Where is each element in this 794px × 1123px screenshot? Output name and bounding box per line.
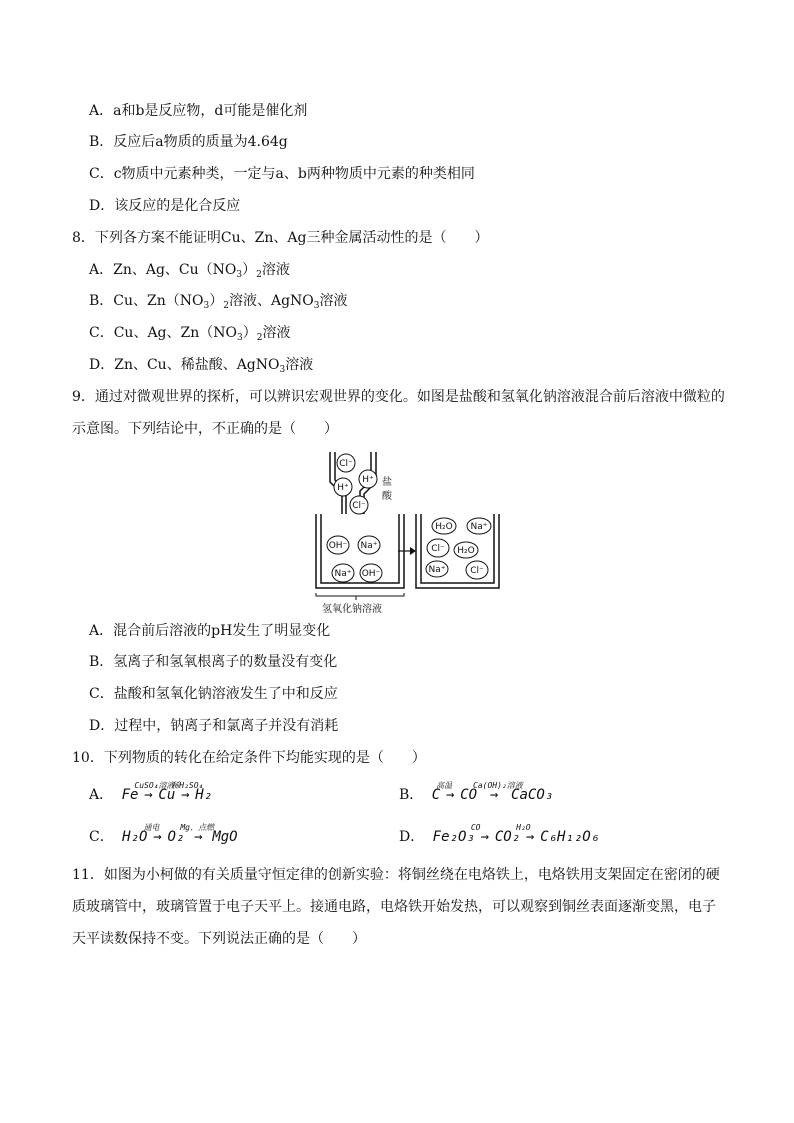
ion-cl: Cl⁻ [470, 566, 484, 576]
q9-stem-line2: 示意图。下列结论中，不正确的是（ ） [72, 421, 338, 437]
ion-na: Na⁺ [360, 541, 378, 551]
ion-na: Na⁺ [334, 569, 352, 579]
q9-option-a: A．混合前后溶液的pH发生了明显变化 [89, 623, 331, 639]
molecule-h2o: H₂O [435, 522, 453, 532]
q11-stem-line2: 质玻璃管中，玻璃管置于电子天平上。接通电路，电烙铁开始发热，可以观察到铜丝表面逐渐变黑，电子 [72, 899, 716, 915]
q9-stem-line1: 9．通过对微观世界的探析，可以辨识宏观世界的变化。如图是盐酸和氢氧化钠溶液混合前后溶液中微粒的 [72, 389, 725, 405]
ion-na: Na⁺ [428, 565, 446, 575]
base-label: 氢氧化钠溶液 [322, 604, 382, 615]
q9-option-b: B．氢离子和氢氧根离子的数量没有变化 [89, 654, 338, 670]
q8-option-d: D．Zn、Cu、稀盐酸、AgNO$_3$溶液 [89, 357, 314, 375]
q10-option-c: C． H₂O 通电 → O₂ Mg、点燃 → MgO [89, 823, 238, 845]
q8-option-b: B．Cu、$Zn(NO_3)_2$溶液、AgNO$_3$溶液 [89, 293, 348, 311]
q10-option-b: B． C 高温 → CO Ca(OH)₂溶液 → CaCO₃ [399, 781, 554, 803]
q9-option-c: C．盐酸和氢氧化钠溶液发生了中和反应 [89, 686, 338, 702]
acid-label-1: 盐 [382, 477, 392, 488]
q7-option-c: C．c物质中元素种类，一定与a、b两种物质中元素的种类相同 [89, 166, 475, 182]
q9-figure [312, 450, 504, 616]
ion-na: Na⁺ [470, 522, 488, 532]
q10-option-a: A． Fe CuSO₄溶液 → Cu 稀H₂SO₄ → H₂ [89, 781, 213, 803]
ion-cl: Cl⁻ [352, 501, 366, 511]
q10-option-d: D． Fe₂O₃ CO → CO₂ H₂O → C₆H₁₂O₆ [399, 823, 600, 845]
ion-h: H⁺ [362, 475, 374, 485]
acid-label-2: 酸 [382, 491, 392, 502]
q7-option-b: B．反应后a物质的质量为4.64g [89, 134, 288, 150]
q7-option-a: A．a和b是反应物，d可能是催化剂 [89, 103, 308, 119]
ion-oh: OH⁻ [361, 569, 381, 579]
q8-option-c: C．Cu、Ag、$Zn(NO_3)_2$溶液 [89, 325, 291, 343]
ion-cl: Cl⁻ [431, 544, 445, 554]
ion-oh: OH⁻ [328, 541, 348, 551]
ion-h: H⁺ [337, 483, 349, 493]
q11-stem-line1: 11．如图为小柯做的有关质量守恒定律的创新实验：将铜丝绕在电烙铁上，电烙铁用支架固定在密闭的硬 [72, 867, 720, 883]
q8-option-a: A．Zn、Ag、$Cu(NO_3)_2$溶液 [89, 262, 290, 280]
molecule-h2o: H₂O [457, 546, 475, 556]
mixing-arrow [398, 547, 416, 555]
q7-option-d: D．该反应的是化合反应 [89, 198, 241, 214]
q9-option-d: D．过程中，钠离子和氯离子并没有消耗 [89, 718, 339, 734]
q8-stem: 8．下列各方案不能证明Cu、Zn、Ag三种金属活动性的是（ ） [72, 230, 489, 246]
q11-stem-line3: 天平读数保持不变。下列说法正确的是（ ） [72, 931, 366, 947]
q10-stem: 10．下列物质的转化在给定条件下均能实现的是（ ） [72, 750, 426, 766]
ion-cl: Cl⁻ [339, 459, 353, 469]
